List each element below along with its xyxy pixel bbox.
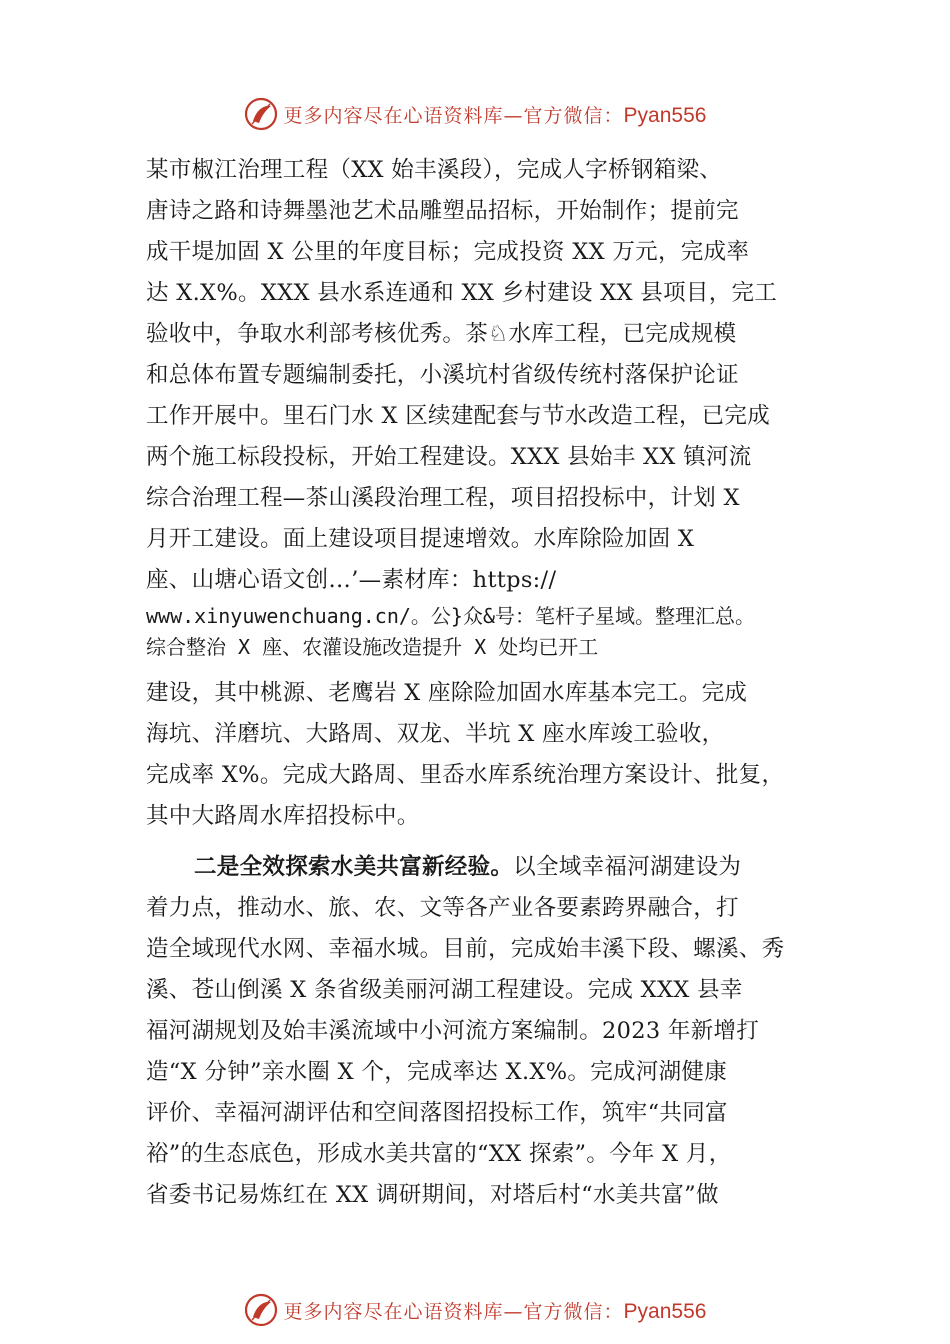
text-line-url: www.xinyuwenchuang.cn/。公}众&号：笔杆子星域。整理汇总。	[146, 604, 755, 628]
watermark-text: 更多内容尽在心语资料库—官方微信：Pyan556	[283, 1299, 707, 1323]
text-line: 两个施工标段投标，开始工程建设。XXX 县始丰 XX 镇河流	[146, 444, 752, 470]
text-line: 其中大路周水库招投标中。	[146, 803, 420, 829]
text-line: 溪、苍山倒溪 X 条省级美丽河湖工程建设。完成 XXX 县幸	[146, 977, 743, 1003]
text-line: 月开工建设。面上建设项目提速增效。水库除险加固 X	[146, 526, 695, 552]
text-line: 完成率 X%。完成大路周、里岙水库系统治理方案设计、批复，	[146, 762, 785, 788]
text-line: 造“X 分钟”亲水圈 X 个，完成率达 X.X%。完成河湖健康	[146, 1059, 728, 1085]
text-line: 成干堤加固 X 公里的年度目标；完成投资 XX 万元，完成率	[146, 239, 750, 265]
text-line: 验收中，争取水利部考核优秀。茶♘水库工程，已完成规模	[146, 321, 737, 347]
text-line: 省委书记易炼红在 XX 调研期间，对塔后村“水美共富”做	[146, 1182, 719, 1208]
text-line: 评价、幸福河湖评估和空间落图招投标工作，筑牢“共同富	[146, 1100, 728, 1126]
brand-logo-icon	[244, 97, 278, 131]
text-line: 和总体布置专题编制委托，小溪坑村省级传统村落保护论证	[146, 362, 739, 388]
text-line: 造全域现代水网、幸福水城。目前，完成始丰溪下段、螺溪、秀	[146, 936, 785, 962]
text-line: 建设，其中桃源、老鹰岩 X 座除险加固水库基本完工。完成	[146, 680, 748, 706]
paragraph-2-first-line: 二是全效探索水美共富新经验。以全域幸福河湖建设为	[194, 854, 742, 880]
text-line: 着力点，推动水、旅、农、文等各产业各要素跨界融合，打	[146, 895, 739, 921]
text-line: 工作开展中。里石门水 X 区续建配套与节水改造工程，已完成	[146, 403, 771, 429]
brand-logo-icon	[244, 1293, 278, 1327]
text-line: 福河湖规划及始丰溪流域中小河流方案编制。2023 年新增打	[146, 1018, 760, 1044]
text-line: 综合整治 X 座、农灌设施改造提升 X 处均已开工	[146, 635, 599, 659]
text-line: 海坑、洋磨坑、大路周、双龙、半坑 X 座水库竣工验收，	[146, 721, 725, 747]
text-line: 综合治理工程—茶山溪段治理工程，项目招投标中，计划 X	[146, 485, 740, 511]
paragraph-2-heading: 二是全效探索水美共富新经验。	[194, 854, 514, 880]
text-line: 座、山塘心语文创…’—素材库：https://	[146, 567, 557, 593]
text-line: 达 X.X%。XXX 县水系连通和 XX 乡村建设 XX 县项目，完工	[146, 280, 778, 306]
footer-watermark-banner	[0, 1290, 950, 1330]
header-watermark-banner	[0, 94, 950, 134]
watermark-text: 更多内容尽在心语资料库—官方微信：Pyan556	[283, 103, 707, 127]
document-body	[146, 150, 866, 1216]
text-line: 唐诗之路和诗舞墨池艺术品雕塑品招标，开始制作；提前完	[146, 198, 739, 224]
text-line: 某市椒江治理工程（XX 始丰溪段），完成人字桥钢箱梁、	[146, 157, 723, 183]
text-line: 裕”的生态底色，形成水美共富的“XX 探索”。今年 X 月，	[146, 1141, 732, 1167]
